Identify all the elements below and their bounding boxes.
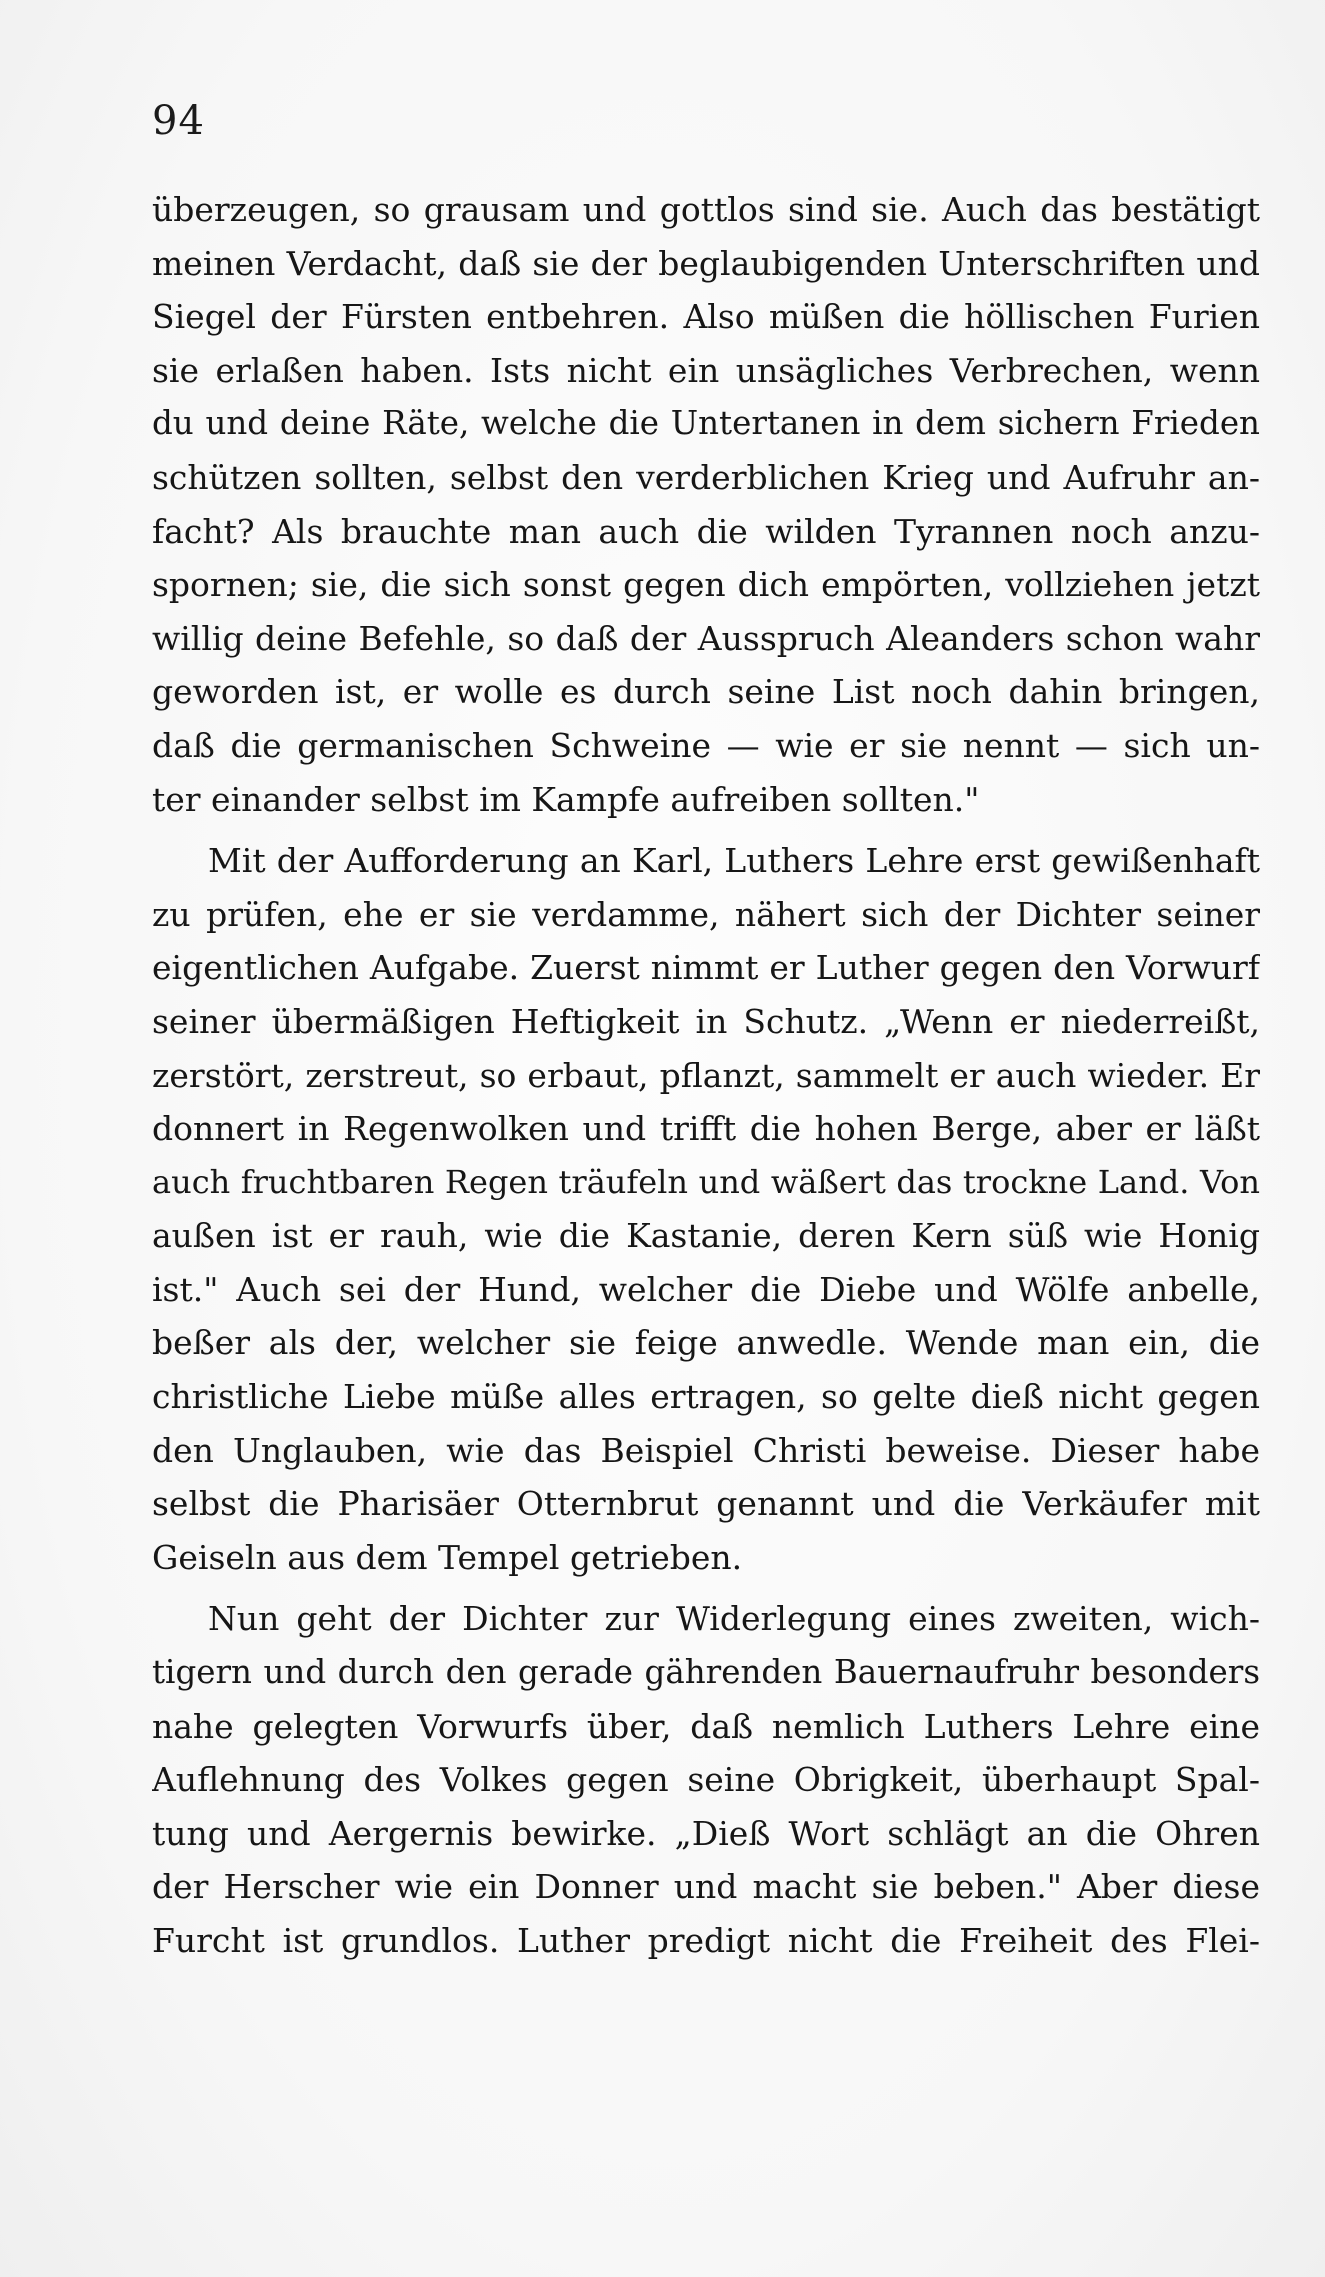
paragraph: [152, 183, 1260, 826]
text-line: Auflehnung des Volkes gegen seine Obrigkeit, überhaupt Spal-: [152, 1760, 1260, 1800]
text-line: beßer als der, welcher sie feige anwedle. Wende man ein, die: [152, 1323, 1260, 1363]
paragraph: [152, 834, 1260, 1584]
text-line: ter einander selbst im Kampfe aufreiben sollten.": [152, 779, 980, 819]
text-line: tung und Aergernis bewirke. „Dieß Wort schlägt an die Ohren: [152, 1813, 1260, 1853]
text-line: den Unglauben, wie das Beispiel Christi beweise. Dieser habe: [152, 1430, 1260, 1470]
text-line: facht? Als brauchte man auch die wilden Tyrannen noch anzu-: [152, 511, 1260, 551]
text-line: spornen; sie, die sich sonst gegen dich empörten, vollziehen jetzt: [152, 565, 1260, 605]
text-line: meinen Verdacht, daß sie der beglaubigenden Unterschriften und: [152, 243, 1260, 283]
text-line: zerstört, zerstreut, so erbaut, pflanzt, sammelt er auch wieder. Er: [152, 1055, 1260, 1095]
page-number: 94: [152, 98, 205, 144]
body-text: [152, 183, 1260, 1968]
text-line: Siegel der Fürsten entbehren. Also müßen die höllischen Furien: [152, 297, 1260, 337]
text-line: Geiseln aus dem Tempel getrieben.: [152, 1537, 743, 1577]
text-line: der Herscher wie ein Donner und macht sie beben." Aber diese: [152, 1867, 1260, 1907]
text-line: tigern und durch den gerade gährenden Bauernaufruhr besonders: [152, 1653, 1260, 1692]
text-line: nahe gelegten Vorwurfs über, daß nemlich Luthers Lehre eine: [152, 1706, 1260, 1746]
text-line: Furcht ist grundlos. Luther predigt nicht die Freiheit des Flei-: [152, 1921, 1260, 1960]
text-line: willig deine Befehle, so daß der Ausspruch Aleanders schon wahr: [152, 618, 1260, 658]
text-line: du und deine Räte, welche die Untertanen in dem sichern Frieden: [152, 404, 1260, 443]
text-line: auch fruchtbaren Regen träufeln und wäßert das trockne Land. Von: [152, 1162, 1260, 1201]
text-line: schützen sollten, selbst den verderblichen Krieg und Aufruhr an-: [152, 457, 1260, 497]
text-line: selbst die Pharisäer Otternbrut genannt und die Verkäufer mit: [152, 1484, 1260, 1524]
text-line: ist." Auch sei der Hund, welcher die Diebe und Wölfe anbelle,: [152, 1269, 1260, 1309]
text-line: donnert in Regenwolken und trifft die hohen Berge, aber er läßt: [152, 1109, 1260, 1149]
text-line: eigentlichen Aufgabe. Zuerst nimmt er Luther gegen den Vorwurf: [152, 948, 1260, 988]
paragraph: [152, 1592, 1260, 1967]
text-line: außen ist er rauh, wie die Kastanie, deren Kern süß wie Honig: [152, 1216, 1260, 1256]
text-line: Mit der Aufforderung an Karl, Luthers Lehre erst gewißenhaft: [208, 841, 1260, 881]
text-line: Nun geht der Dichter zur Widerlegung eines zweiten, wich-: [208, 1599, 1260, 1639]
text-line: zu prüfen, ehe er sie verdamme, nähert sich der Dichter seiner: [152, 894, 1260, 934]
text-line: seiner übermäßigen Heftigkeit in Schutz. „Wenn er niederreißt,: [152, 1001, 1260, 1041]
text-line: geworden ist, er wolle es durch seine List noch dahin bringen,: [152, 672, 1260, 712]
text-line: christliche Liebe müße alles ertragen, so gelte dieß nicht gegen: [152, 1377, 1260, 1417]
text-line: sie erlaßen haben. Ists nicht ein unsägliches Verbrechen, wenn: [152, 350, 1260, 390]
text-line: daß die germanischen Schweine — wie er sie nennt — sich un-: [152, 725, 1260, 765]
text-line: überzeugen, so grausam und gottlos sind sie. Auch das bestätigt: [152, 190, 1260, 229]
